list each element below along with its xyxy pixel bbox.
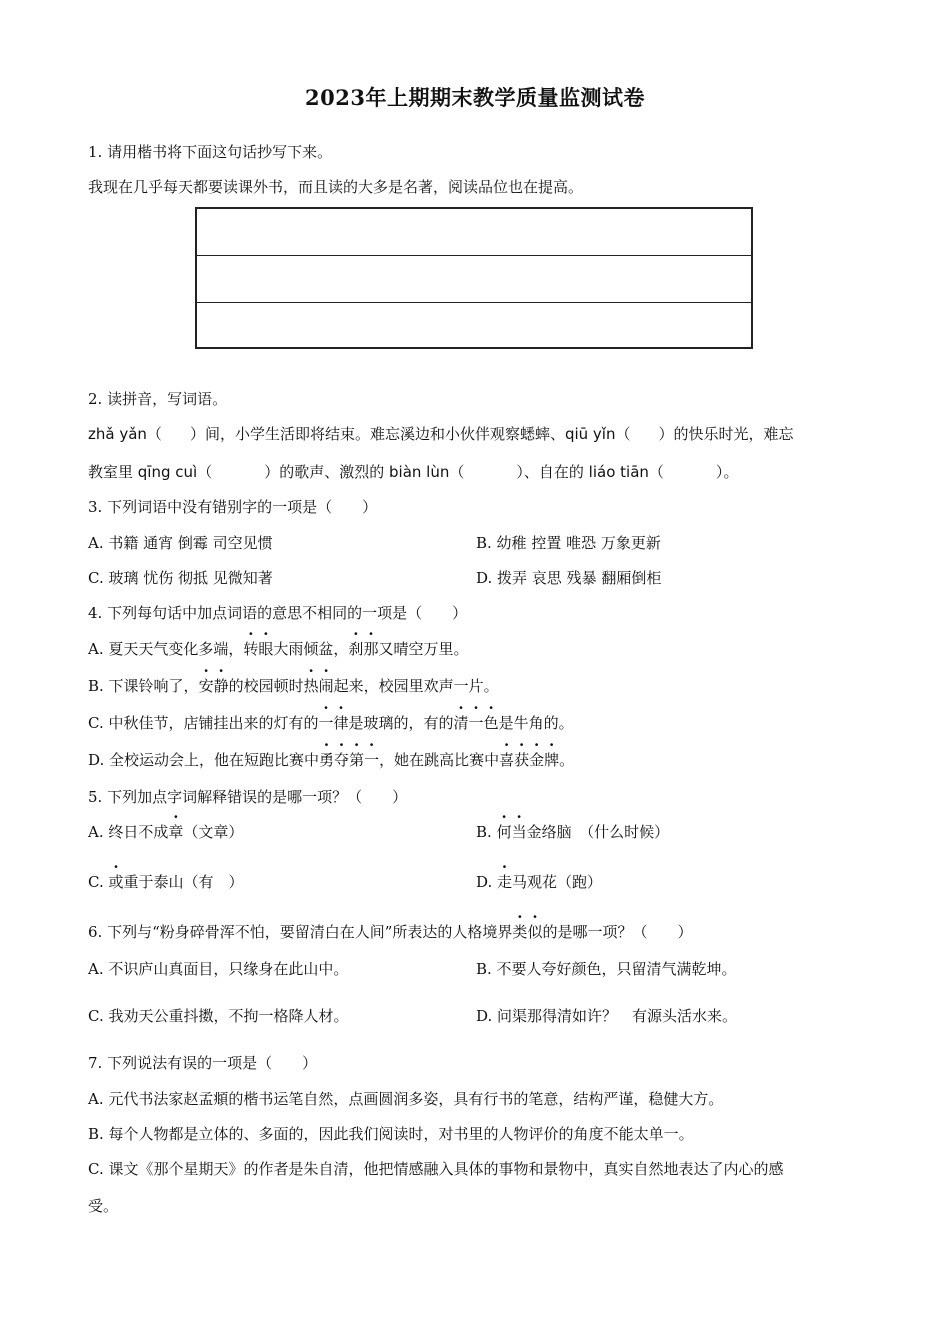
option-text: 的校园顿时 [228,677,304,695]
page-title: 2023年上期期末教学质量监测试卷 [305,85,645,110]
emphasis-dot-char: 安 [198,677,214,695]
q1-sentence: 我现在几乎每天都要读课外书，而且读的大多是名著，阅读品位也在提高。 [88,178,584,196]
dotted-word [348,640,378,658]
emphasis-dot-char: 律 [333,714,349,732]
q2-text: 。 [723,463,739,481]
dotted-word [319,751,379,769]
option-text: 金络脑 （什么时候） [526,823,670,841]
option-text: ，她在跳高比赛中 [379,751,500,769]
emphasis-dot-char: 闹 [318,677,334,695]
paren-open: （ [449,463,465,481]
q5-option-a[interactable] [88,822,243,842]
q6-option-a[interactable]: A. 不识庐山真面目，只缘身在此山中。 [88,960,349,978]
emphasis-dot-char: 静 [213,677,229,695]
emphasis-dot-char: 何 [496,823,512,841]
q3-prompt: 3. 下列词语中没有错别字的一项是（ ） [88,498,378,516]
q2-prompt: 2. 读拼音，写词语。 [88,390,228,408]
option-text: 。 [559,751,575,769]
q7-option-b[interactable]: B. 每个人物都是立体的、多面的，因此我们阅读时，对书里的人物评价的角度不能太单一。 [88,1125,694,1143]
emphasis-dot-char: 勇 [319,751,335,769]
dotted-word [243,640,273,658]
pinyin: zhǎ yǎn [88,425,147,443]
paren-close: ） [264,463,280,481]
writing-row-divider [197,255,751,256]
q2-text: 的快乐时光，难忘 [673,425,794,443]
q4-option-d[interactable] [88,750,574,770]
option-text: 是牛角的。 [498,714,574,732]
pinyin: liáo tiān [588,463,649,481]
pinyin: qīng cuì [137,463,198,481]
dotted-word [512,923,542,941]
emphasis-dot-char: 第 [349,751,365,769]
pinyin: biàn lùn [389,463,450,481]
emphasis-dot-char: 眼 [258,640,274,658]
paren-close: ） [516,463,524,481]
q6-option-d[interactable]: D. 问渠那得清如许？ 有源头活水来。 [476,1007,738,1025]
dotted-word [168,823,183,841]
dotted-word [499,751,559,769]
q7-option-c-cont: 受。 [88,1197,119,1215]
emphasis-dot-char: 一 [468,714,484,732]
option-text: 又晴空万里。 [378,640,469,658]
emphasis-dot-char: 牌 [544,751,560,769]
q2-line2 [88,462,738,482]
q6-option-c[interactable]: C. 我劝天公重抖擞，不拘一格降人材。 [88,1007,349,1025]
q4-option-b[interactable] [88,676,499,696]
q5-prompt: 5. 下列加点字词解释错误的是哪一项？（ ） [88,788,408,806]
q2-text: 间，小学生活即将结束。难忘溪边和小伙伴观察蟋蟀、 [204,425,565,443]
emphasis-dot-char: 获 [514,751,530,769]
option-text: B. [476,823,497,841]
dotted-word [199,677,229,695]
q7-option-a[interactable]: A. 元代书法家赵孟頫的楷书运笔自然，点画圆润多姿，具有行书的笔意，结构严谨，稳健大方。 [88,1090,724,1108]
q2-text: 教室里 [88,463,138,481]
paren-close: ） [658,425,674,443]
emphasis-dot-char: 章 [168,823,184,841]
emphasis-dot-char: 色 [483,714,499,732]
q5-option-d[interactable] [476,872,602,892]
q7-prompt: 7. 下列说法有误的一项是（ ） [88,1054,318,1072]
emphasis-dot-char: 清 [453,714,469,732]
q3-option-c[interactable]: C. 玻璃 忧伤 彻抵 见微知著 [88,569,273,587]
q4-prompt: 4. 下列每句话中加点词语的意思不相同的一项是（ ） [88,604,468,622]
paren-open: （ [146,425,162,443]
q1-prompt: 1. 请用楷书将下面这句话抄写下来。 [88,143,333,161]
emphasis-dot-char: 热 [303,677,319,695]
q4-option-c[interactable] [88,713,574,733]
emphasis-dot-char: 金 [529,751,545,769]
option-text: 马观花（跑） [512,873,603,891]
paren-open: （ [615,425,631,443]
emphasis-dot-char: 一 [364,751,380,769]
handwriting-box[interactable] [195,207,753,349]
q2-text: 、自在的 [523,463,589,481]
option-text: D. 全校运动会上，他在短跑比赛中 [88,751,320,769]
emphasis-dot-char: 刹 [348,640,364,658]
q6-prompt [88,922,692,942]
q7-option-c[interactable]: C. 课文《那个星期天》的作者是朱自清，他把情感融入具体的事物和景物中，真实自然地表达了内心的感 [88,1160,784,1178]
paren-close: ） [715,463,724,481]
option-text: 起来，校园里欢声一片。 [333,677,499,695]
prompt-text: 6. 下列与“粉身碎骨浑不怕，要留清白在人间”所表达的人格境界 [88,923,513,941]
option-text: C. 中秋佳节，店铺挂出来的灯有的 [88,714,319,732]
writing-row-divider [197,302,751,303]
emphasis-dot-char: 当 [511,823,527,841]
emphasis-dot-char: 走 [497,873,513,891]
dotted-word [318,714,348,732]
emphasis-dot-char: 转 [243,640,259,658]
q3-option-d[interactable]: D. 拨弄 哀思 残暴 翻厢倒柜 [476,569,662,587]
emphasis-dot-char: 那 [363,640,379,658]
dotted-word [304,677,334,695]
option-text: 重于泰山（有 ） [123,873,244,891]
option-text: B. 下课铃响了， [88,677,199,695]
option-text: A. 夏天天气变化多端， [88,640,244,658]
paren-open: （ [648,463,664,481]
option-text: D. [476,873,498,891]
q2-line1 [88,424,794,444]
emphasis-dot-char: 喜 [499,751,515,769]
q3-option-a[interactable]: A. 书籍 通宵 倒霉 司空见惯 [88,534,273,552]
dotted-word [497,823,527,841]
emphasis-dot-char: 夺 [334,751,350,769]
emphasis-dot-char: 似 [527,923,543,941]
dotted-word [108,873,123,891]
emphasis-dot-char: 或 [108,873,124,891]
q6-option-b[interactable]: B. 不要人夸好颜色，只留清气满乾坤。 [476,960,737,978]
prompt-text: 的是哪一项？（ ） [542,923,693,941]
q2-text: 的歌声、激烈的 [279,463,390,481]
q3-option-b[interactable]: B. 幼稚 控置 唯恐 万象更新 [476,534,661,552]
option-text: C. [88,873,109,891]
q4-option-a[interactable] [88,639,468,659]
option-text: 大雨倾盆， [273,640,349,658]
dotted-word [454,714,499,732]
option-text: 是玻璃的，有的 [348,714,454,732]
dotted-word [497,873,512,891]
paren-close: ） [189,425,205,443]
q5-option-c[interactable] [88,872,244,892]
option-text: （文章） [183,823,244,841]
emphasis-dot-char: 类 [512,923,528,941]
q5-option-b[interactable] [476,822,669,842]
emphasis-dot-char: 一 [318,714,334,732]
paren-open: （ [197,463,213,481]
option-text: A. 终日不成 [88,823,169,841]
pinyin: qiū yǐn [564,425,616,443]
